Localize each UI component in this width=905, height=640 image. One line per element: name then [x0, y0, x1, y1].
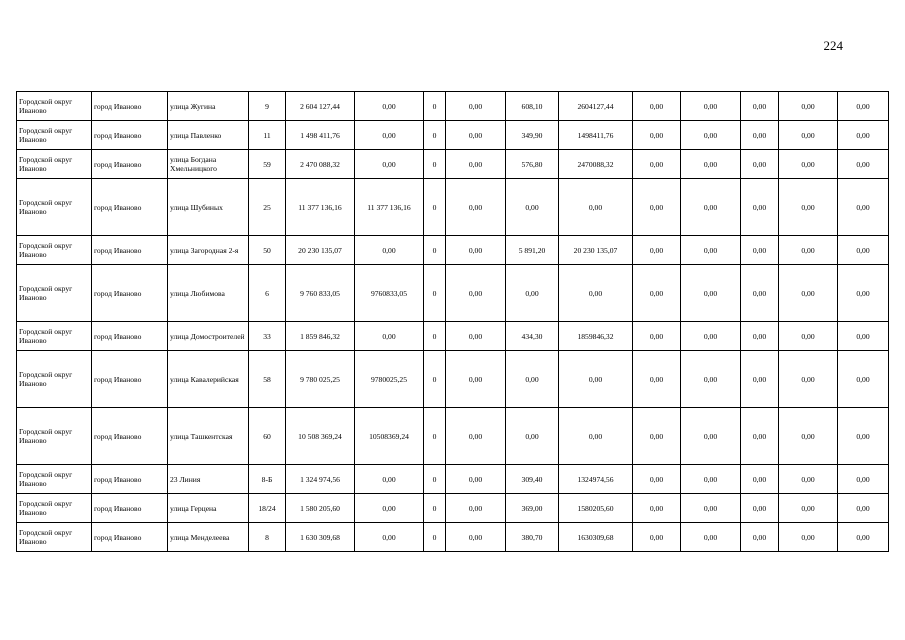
- cell-c11: 0,00: [633, 465, 681, 494]
- cell-c9: 349,90: [506, 121, 559, 150]
- cell-house: 60: [249, 408, 286, 465]
- cell-district: Городской округ Иваново: [17, 92, 92, 121]
- cell-city: город Иваново: [92, 465, 168, 494]
- table-row: [17, 265, 889, 322]
- cell-c11: 0,00: [633, 494, 681, 523]
- cell-c13: 0,00: [741, 265, 779, 322]
- cell-c10: 1859846,32: [559, 322, 633, 351]
- cell-district: Городской округ Иваново: [17, 121, 92, 150]
- cell-c9: 0,00: [506, 179, 559, 236]
- cell-c15: 0,00: [838, 408, 889, 465]
- cell-c7: 0: [424, 351, 446, 408]
- cell-c11: 0,00: [633, 523, 681, 552]
- cell-c6: 0,00: [355, 494, 424, 523]
- cell-c11: 0,00: [633, 351, 681, 408]
- cell-c15: 0,00: [838, 92, 889, 121]
- cell-street: улица Домостроителей: [168, 322, 249, 351]
- cell-c14: 0,00: [779, 322, 838, 351]
- cell-city: город Иваново: [92, 236, 168, 265]
- cell-c13: 0,00: [741, 236, 779, 265]
- cell-c9: 576,80: [506, 150, 559, 179]
- cell-c12: 0,00: [681, 523, 741, 552]
- cell-c15: 0,00: [838, 265, 889, 322]
- cell-c9: 380,70: [506, 523, 559, 552]
- cell-c8: 0,00: [446, 465, 506, 494]
- cell-c10: 20 230 135,07: [559, 236, 633, 265]
- cell-house: 58: [249, 351, 286, 408]
- cell-c13: 0,00: [741, 494, 779, 523]
- cell-c7: 0: [424, 265, 446, 322]
- cell-c9: 608,10: [506, 92, 559, 121]
- cell-c8: 0,00: [446, 236, 506, 265]
- cell-c11: 0,00: [633, 265, 681, 322]
- cell-house: 8-Б: [249, 465, 286, 494]
- cell-c14: 0,00: [779, 494, 838, 523]
- cell-c7: 0: [424, 322, 446, 351]
- cell-c6: 0,00: [355, 236, 424, 265]
- cell-c10: 0,00: [559, 265, 633, 322]
- cell-street: улица Загородная 2-я: [168, 236, 249, 265]
- cell-district: Городской округ Иваново: [17, 351, 92, 408]
- cell-street: 23 Линия: [168, 465, 249, 494]
- cell-c10: 1498411,76: [559, 121, 633, 150]
- cell-district: Городской округ Иваново: [17, 465, 92, 494]
- cell-c11: 0,00: [633, 150, 681, 179]
- table-body: [17, 92, 889, 552]
- cell-c5: 20 230 135,07: [286, 236, 355, 265]
- cell-c8: 0,00: [446, 322, 506, 351]
- cell-c14: 0,00: [779, 351, 838, 408]
- cell-district: Городской округ Иваново: [17, 494, 92, 523]
- cell-c5: 1 498 411,76: [286, 121, 355, 150]
- cell-city: город Иваново: [92, 150, 168, 179]
- cell-c14: 0,00: [779, 150, 838, 179]
- cell-c8: 0,00: [446, 351, 506, 408]
- cell-c14: 0,00: [779, 408, 838, 465]
- table-row: [17, 92, 889, 121]
- cell-c15: 0,00: [838, 236, 889, 265]
- cell-c6: 0,00: [355, 523, 424, 552]
- cell-c5: 1 580 205,60: [286, 494, 355, 523]
- cell-house: 18/24: [249, 494, 286, 523]
- table-row: [17, 351, 889, 408]
- cell-house: 33: [249, 322, 286, 351]
- cell-c5: 2 470 088,32: [286, 150, 355, 179]
- cell-c12: 0,00: [681, 92, 741, 121]
- cell-c6: 0,00: [355, 322, 424, 351]
- cell-c12: 0,00: [681, 322, 741, 351]
- cell-c6: 11 377 136,16: [355, 179, 424, 236]
- cell-c15: 0,00: [838, 322, 889, 351]
- cell-c7: 0: [424, 150, 446, 179]
- cell-c10: 1324974,56: [559, 465, 633, 494]
- table-row: [17, 150, 889, 179]
- cell-c15: 0,00: [838, 523, 889, 552]
- cell-c13: 0,00: [741, 121, 779, 150]
- cell-c12: 0,00: [681, 236, 741, 265]
- cell-c5: 1 859 846,32: [286, 322, 355, 351]
- table-row: [17, 465, 889, 494]
- housing-register-table: [16, 91, 889, 552]
- cell-c14: 0,00: [779, 121, 838, 150]
- cell-c7: 0: [424, 523, 446, 552]
- cell-house: 11: [249, 121, 286, 150]
- cell-c6: 0,00: [355, 465, 424, 494]
- cell-district: Городской округ Иваново: [17, 322, 92, 351]
- cell-c5: 10 508 369,24: [286, 408, 355, 465]
- cell-c6: 9760833,05: [355, 265, 424, 322]
- cell-c13: 0,00: [741, 322, 779, 351]
- cell-city: город Иваново: [92, 265, 168, 322]
- cell-street: улица Герцена: [168, 494, 249, 523]
- cell-street: улица Шубиных: [168, 179, 249, 236]
- cell-c9: 0,00: [506, 408, 559, 465]
- cell-c9: 0,00: [506, 351, 559, 408]
- cell-c8: 0,00: [446, 150, 506, 179]
- cell-c6: 0,00: [355, 92, 424, 121]
- cell-c15: 0,00: [838, 179, 889, 236]
- cell-c14: 0,00: [779, 179, 838, 236]
- cell-c8: 0,00: [446, 179, 506, 236]
- cell-street: улица Любимова: [168, 265, 249, 322]
- table-row: [17, 121, 889, 150]
- cell-c9: 309,40: [506, 465, 559, 494]
- cell-c12: 0,00: [681, 179, 741, 236]
- cell-c8: 0,00: [446, 92, 506, 121]
- cell-city: город Иваново: [92, 494, 168, 523]
- cell-city: город Иваново: [92, 92, 168, 121]
- cell-city: город Иваново: [92, 351, 168, 408]
- cell-c9: 369,00: [506, 494, 559, 523]
- cell-c9: 5 891,20: [506, 236, 559, 265]
- cell-c14: 0,00: [779, 236, 838, 265]
- cell-c7: 0: [424, 465, 446, 494]
- cell-c6: 0,00: [355, 121, 424, 150]
- cell-c7: 0: [424, 236, 446, 265]
- cell-district: Городской округ Иваново: [17, 523, 92, 552]
- cell-c13: 0,00: [741, 92, 779, 121]
- cell-c8: 0,00: [446, 121, 506, 150]
- cell-c7: 0: [424, 92, 446, 121]
- cell-c7: 0: [424, 494, 446, 523]
- cell-c15: 0,00: [838, 351, 889, 408]
- cell-c12: 0,00: [681, 351, 741, 408]
- cell-c8: 0,00: [446, 494, 506, 523]
- cell-c15: 0,00: [838, 150, 889, 179]
- cell-house: 8: [249, 523, 286, 552]
- cell-street: улица Кавалерийская: [168, 351, 249, 408]
- cell-c5: 11 377 136,16: [286, 179, 355, 236]
- cell-house: 9: [249, 92, 286, 121]
- cell-c6: 0,00: [355, 150, 424, 179]
- cell-street: улица Жугина: [168, 92, 249, 121]
- cell-city: город Иваново: [92, 322, 168, 351]
- cell-c11: 0,00: [633, 92, 681, 121]
- cell-c13: 0,00: [741, 351, 779, 408]
- cell-c11: 0,00: [633, 322, 681, 351]
- table-row: [17, 408, 889, 465]
- cell-district: Городской округ Иваново: [17, 408, 92, 465]
- cell-c10: 2604127,44: [559, 92, 633, 121]
- cell-c13: 0,00: [741, 465, 779, 494]
- cell-c12: 0,00: [681, 408, 741, 465]
- cell-c12: 0,00: [681, 150, 741, 179]
- cell-c11: 0,00: [633, 121, 681, 150]
- table-row: [17, 236, 889, 265]
- cell-c10: 0,00: [559, 179, 633, 236]
- cell-c6: 10508369,24: [355, 408, 424, 465]
- cell-house: 6: [249, 265, 286, 322]
- cell-c6: 9780025,25: [355, 351, 424, 408]
- cell-c10: 0,00: [559, 351, 633, 408]
- cell-c8: 0,00: [446, 265, 506, 322]
- cell-c8: 0,00: [446, 523, 506, 552]
- cell-c14: 0,00: [779, 92, 838, 121]
- cell-c12: 0,00: [681, 265, 741, 322]
- cell-c7: 0: [424, 121, 446, 150]
- cell-c5: 9 780 025,25: [286, 351, 355, 408]
- cell-c11: 0,00: [633, 236, 681, 265]
- cell-c12: 0,00: [681, 465, 741, 494]
- table-row: [17, 322, 889, 351]
- cell-c5: 9 760 833,05: [286, 265, 355, 322]
- cell-street: улица Ташкентская: [168, 408, 249, 465]
- page-number: 224: [823, 38, 843, 53]
- cell-c15: 0,00: [838, 494, 889, 523]
- cell-c11: 0,00: [633, 408, 681, 465]
- cell-c13: 0,00: [741, 523, 779, 552]
- cell-street: улица Менделеева: [168, 523, 249, 552]
- cell-c13: 0,00: [741, 150, 779, 179]
- cell-city: город Иваново: [92, 121, 168, 150]
- cell-c12: 0,00: [681, 494, 741, 523]
- cell-c13: 0,00: [741, 179, 779, 236]
- cell-c14: 0,00: [779, 465, 838, 494]
- cell-c8: 0,00: [446, 408, 506, 465]
- cell-district: Городской округ Иваново: [17, 265, 92, 322]
- cell-c14: 0,00: [779, 265, 838, 322]
- cell-c12: 0,00: [681, 121, 741, 150]
- cell-street: улица Богдана Хмельницкого: [168, 150, 249, 179]
- cell-c9: 0,00: [506, 265, 559, 322]
- cell-house: 59: [249, 150, 286, 179]
- cell-city: город Иваново: [92, 408, 168, 465]
- table-row: [17, 523, 889, 552]
- cell-house: 25: [249, 179, 286, 236]
- cell-c14: 0,00: [779, 523, 838, 552]
- cell-c5: 1 324 974,56: [286, 465, 355, 494]
- cell-c7: 0: [424, 408, 446, 465]
- cell-city: город Иваново: [92, 179, 168, 236]
- cell-district: Городской округ Иваново: [17, 236, 92, 265]
- cell-c15: 0,00: [838, 121, 889, 150]
- table-row: [17, 494, 889, 523]
- cell-c10: 1580205,60: [559, 494, 633, 523]
- cell-street: улица Павленко: [168, 121, 249, 150]
- cell-district: Городской округ Иваново: [17, 179, 92, 236]
- cell-c9: 434,30: [506, 322, 559, 351]
- cell-district: Городской округ Иваново: [17, 150, 92, 179]
- cell-city: город Иваново: [92, 523, 168, 552]
- cell-c11: 0,00: [633, 179, 681, 236]
- cell-c7: 0: [424, 179, 446, 236]
- cell-c5: 2 604 127,44: [286, 92, 355, 121]
- cell-c5: 1 630 309,68: [286, 523, 355, 552]
- cell-c15: 0,00: [838, 465, 889, 494]
- cell-house: 50: [249, 236, 286, 265]
- cell-c10: 1630309,68: [559, 523, 633, 552]
- table-row: [17, 179, 889, 236]
- cell-c10: 2470088,32: [559, 150, 633, 179]
- cell-c10: 0,00: [559, 408, 633, 465]
- cell-c13: 0,00: [741, 408, 779, 465]
